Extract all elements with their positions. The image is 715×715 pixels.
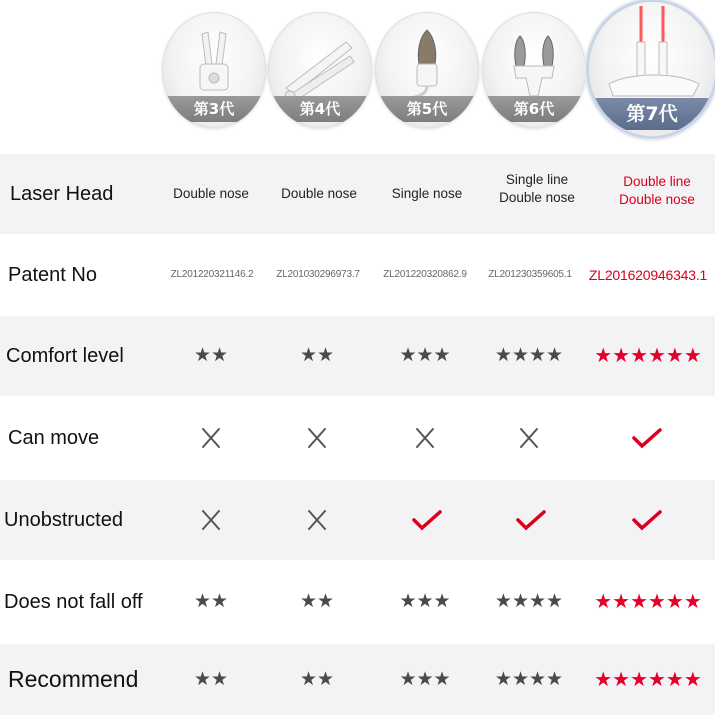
patent-number: ZL201230359605.1 xyxy=(488,269,572,280)
laser-head-cell: Single line Double nose xyxy=(499,172,575,205)
generation-7-thumbnail xyxy=(589,2,715,136)
row-label: Can move xyxy=(8,426,100,449)
patent-number: ZL201220321146.2 xyxy=(170,269,254,280)
star-rating: ★★★ xyxy=(399,345,451,366)
cross-icon xyxy=(512,425,546,451)
row-label: Unobstructed xyxy=(4,508,123,531)
cross-icon xyxy=(194,425,228,451)
star-rating: ★★ xyxy=(299,591,335,612)
laser-head-cell-highlight: Double line Double nose xyxy=(619,174,695,207)
row-patent xyxy=(0,236,715,314)
laser-head-cell: Double nose xyxy=(173,186,249,201)
star-rating: ★★ xyxy=(299,345,335,366)
patent-number: ZL201220320862.9 xyxy=(383,269,467,280)
cross-icon xyxy=(194,507,228,533)
check-icon xyxy=(410,507,444,533)
row-unobstructed xyxy=(0,480,715,560)
row-label: Does not fall off xyxy=(4,590,143,613)
star-rating: ★★★★ xyxy=(494,668,564,690)
cross-icon xyxy=(408,425,442,451)
patent-number: ZL201030296973.7 xyxy=(276,269,360,280)
star-rating: ★★★★ xyxy=(494,345,564,366)
star-rating: ★★ xyxy=(193,345,229,366)
star-rating: ★★ xyxy=(193,591,229,612)
generation-label: 第6代 xyxy=(482,96,586,122)
generation-label: 第4代 xyxy=(268,96,372,122)
check-icon xyxy=(630,507,664,533)
generation-4-thumbnail xyxy=(268,12,372,128)
row-does-not-fall-off xyxy=(0,562,715,642)
star-rating: ★★★ xyxy=(399,591,451,612)
row-comfort-level xyxy=(0,316,715,396)
row-label: Laser Head xyxy=(10,182,114,205)
star-rating-highlight: ★★★★★★ xyxy=(594,345,702,367)
row-can-move xyxy=(0,398,715,478)
star-rating-highlight: ★★★★★★ xyxy=(594,668,702,691)
row-label: Recommend xyxy=(8,666,139,692)
check-icon xyxy=(514,507,548,533)
generation-label: 第5代 xyxy=(375,96,479,122)
star-rating: ★★ xyxy=(299,668,335,690)
laser-head-cell: Double nose xyxy=(281,186,357,201)
generation-3-thumbnail xyxy=(162,12,266,128)
star-rating: ★★★★ xyxy=(494,591,564,612)
patent-number-highlight: ZL201620946343.1 xyxy=(588,267,708,283)
star-rating: ★★ xyxy=(193,668,229,690)
generation-label: 第3代 xyxy=(162,96,266,122)
generation-5-thumbnail xyxy=(375,12,479,128)
generation-header xyxy=(0,0,715,152)
cross-icon xyxy=(300,507,334,533)
star-rating-highlight: ★★★★★★ xyxy=(594,591,702,613)
star-rating: ★★★ xyxy=(399,668,451,690)
cross-icon xyxy=(300,425,334,451)
generation-label: 第7代 xyxy=(589,98,715,130)
row-recommend xyxy=(0,644,715,715)
laser-head-cell: Single nose xyxy=(391,186,463,201)
check-icon xyxy=(630,425,664,451)
row-label: Comfort level xyxy=(6,344,124,367)
row-label: Patent No xyxy=(8,263,97,286)
row-laser-head xyxy=(0,154,715,234)
generation-6-thumbnail xyxy=(482,12,586,128)
